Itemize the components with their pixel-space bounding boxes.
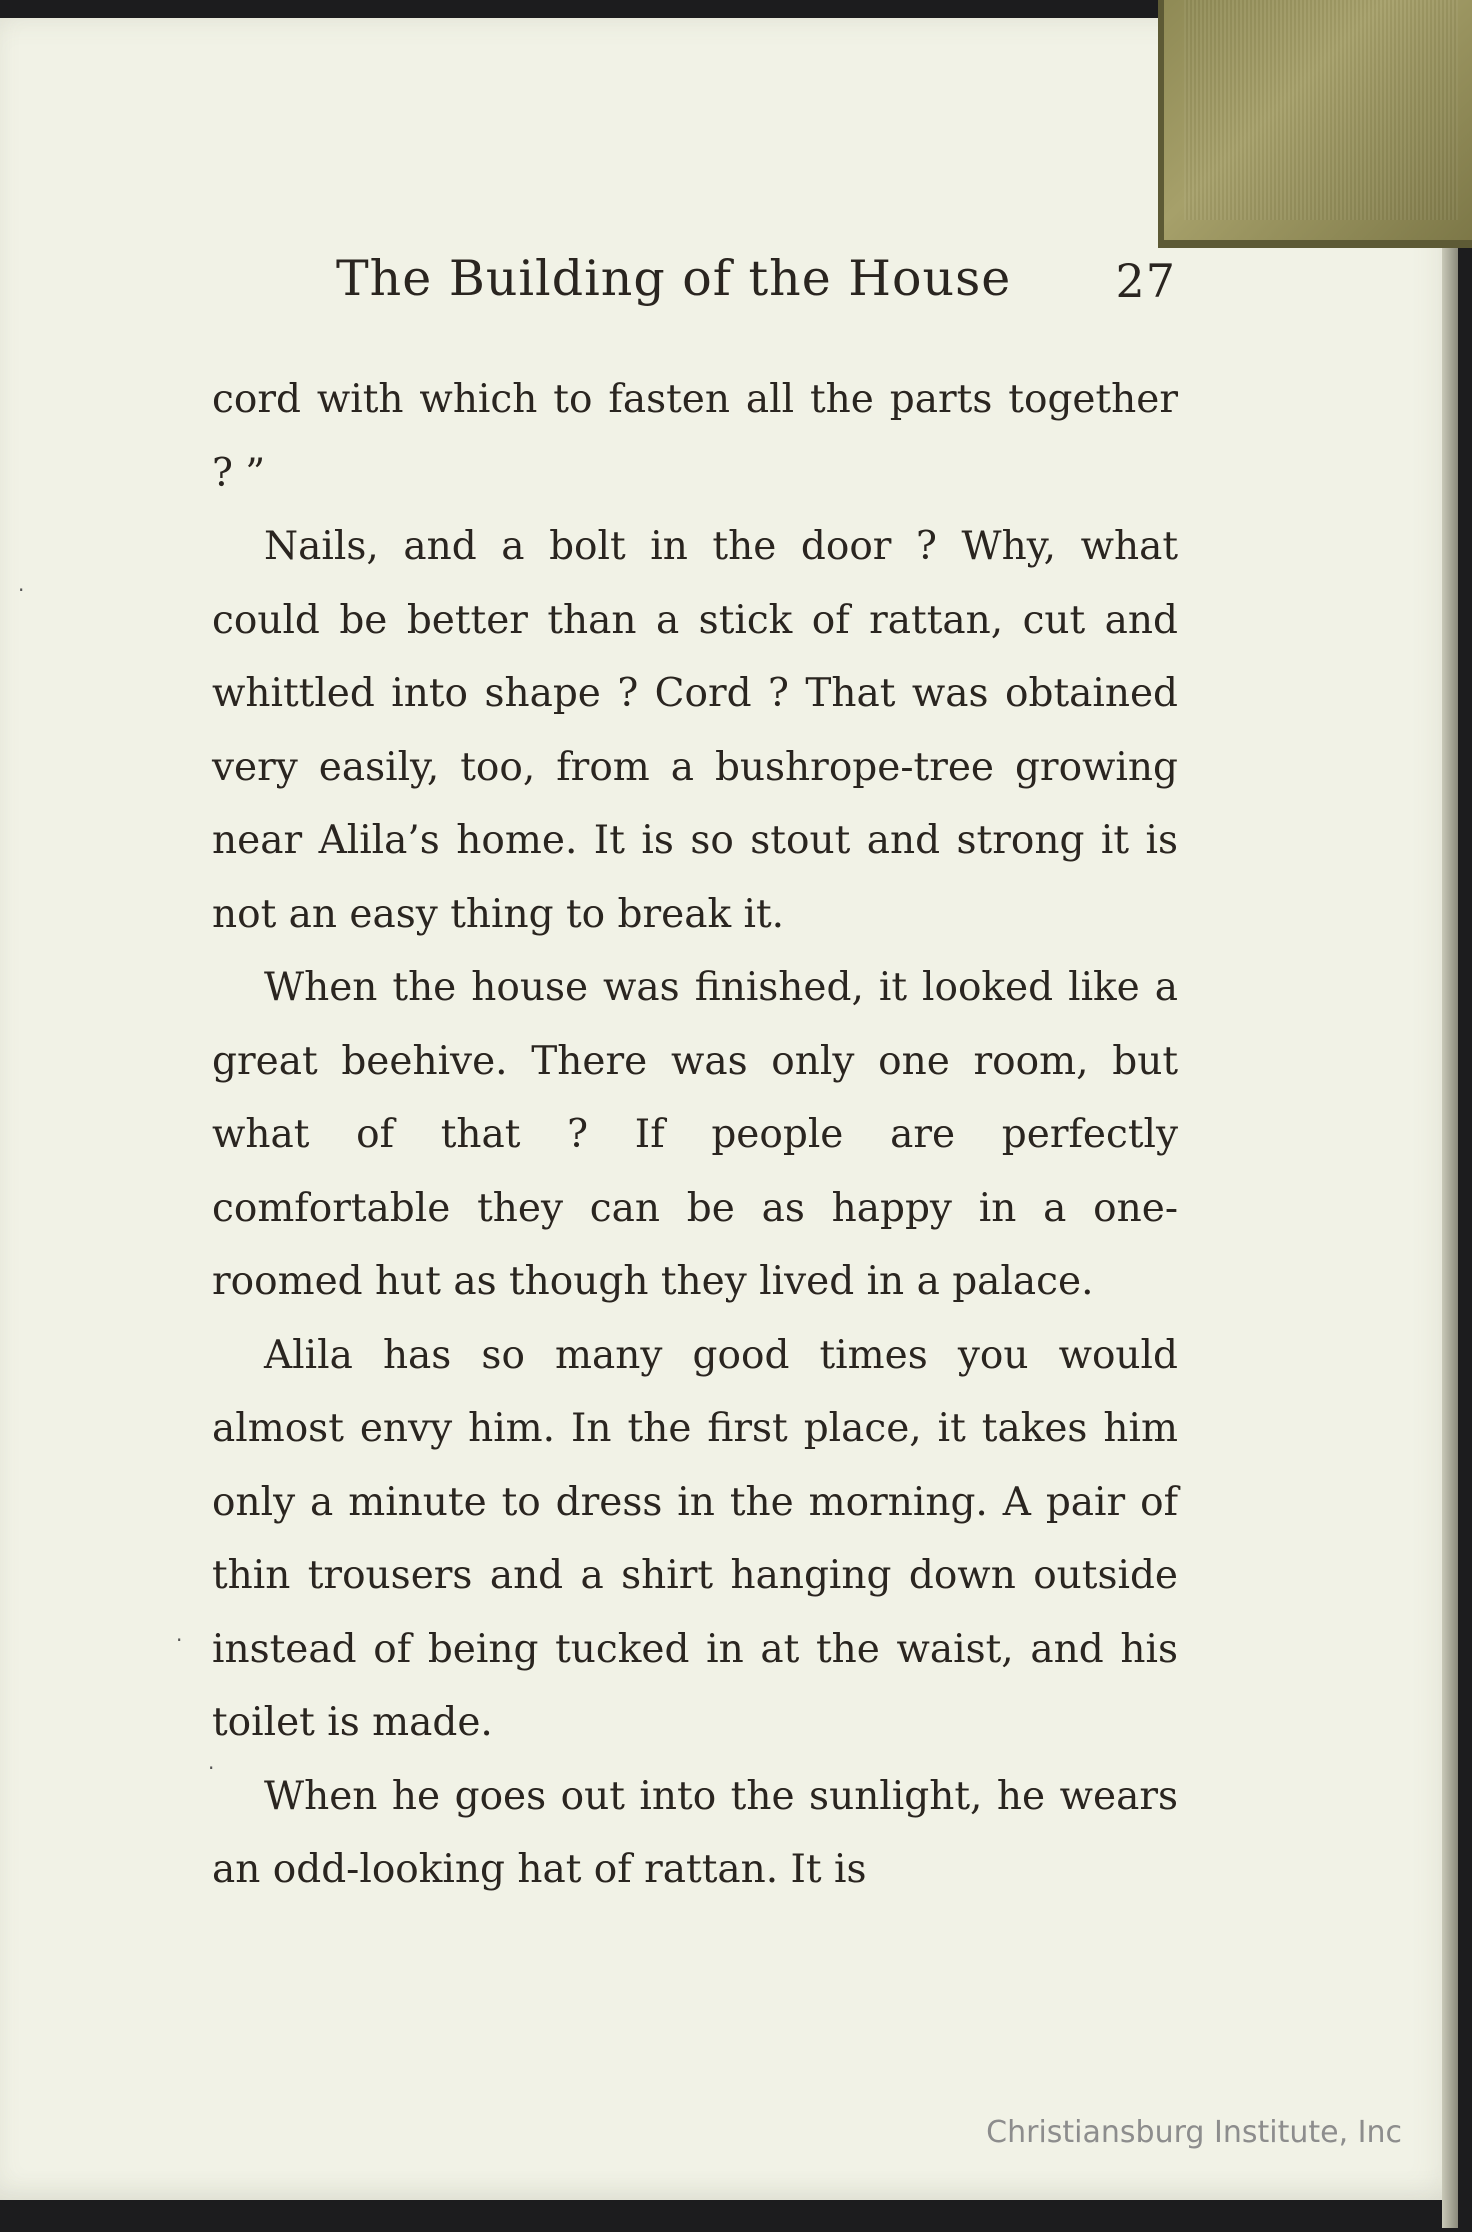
running-head — [336, 250, 1176, 307]
paragraph-4: Alila has so many good times you would almost envy him. In the first place, it takes him only a minute to dress in the morning. A pair of thin trousers and a shirt hanging down outside instead of being tucked in at the waist, and his toilet is made. — [212, 1332, 1178, 1745]
watermark: Christiansburg Institute, Inc — [986, 2115, 1402, 2150]
margin-speck: · — [18, 578, 25, 602]
bookmark-texture — [1184, 0, 1458, 220]
page-body — [212, 363, 1178, 1907]
chapter-title: The Building of the House — [336, 250, 1012, 307]
paragraph-2: Nails, and a bolt in the door ? Why, what could be better than a stick of rattan, cut and whittled into shape ? Cord ? That was obtained very easily, too, from a bushrope-tree growing near Alila’s home. It is so stout and strong it is not an easy thing to break it. — [212, 524, 1178, 937]
bookmark-ribbon — [1158, 0, 1472, 248]
page-edge — [1442, 248, 1458, 2228]
paragraph-5: When he goes out into the sunlight, he wears an odd-looking hat of rattan. It is — [212, 1773, 1178, 1892]
page-number: 27 — [1115, 254, 1176, 308]
paragraph-1: cord with which to fasten all the parts together ? ” — [212, 377, 1178, 496]
paragraph-3: When the house was finished, it looked like a great beehive. There was only one room, but what of that ? If people are perfectly comfortable they can be as happy in a one-roomed hut as though they lived in a palace. — [212, 965, 1178, 1304]
margin-speck: · — [208, 1756, 215, 1780]
margin-speck: · — [176, 1628, 183, 1652]
